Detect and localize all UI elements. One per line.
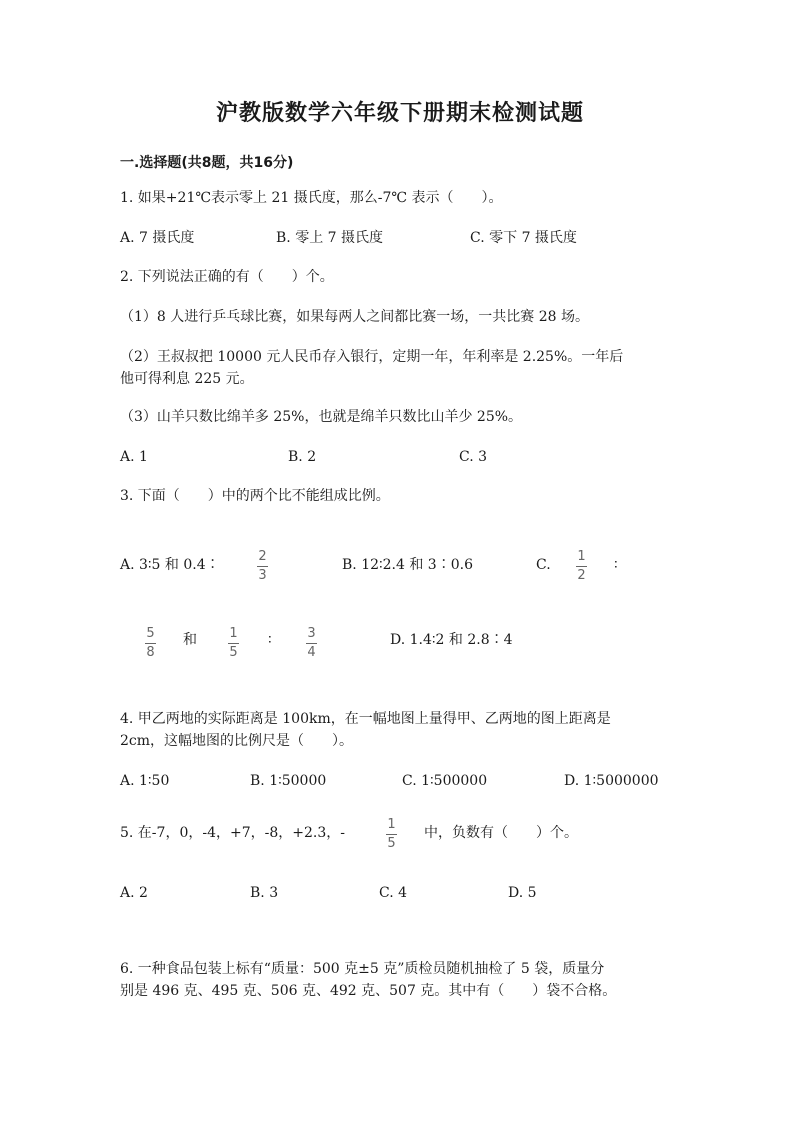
page-title: 沪教版数学六年级下册期末检测试题 [215,101,584,126]
question-2-statement-3: （3）山羊只数比绵羊多 25%，也就是绵羊只数比山羊少 25%。 [120,409,523,425]
fraction-denominator: 4 [307,645,316,660]
question-3-option-a-text: A. 3∶5 和 0.4∶ [120,557,220,573]
question-4-option-b: B. 1∶50000 [250,773,327,789]
fraction-bar [386,834,397,835]
question-4-stem-line-1: 4. 甲乙两地的实际距离是 100km，在一幅地图上量得甲、乙两地的图上距离是 [120,711,611,727]
question-1-option-c: C. 零下 7 摄氏度 [470,230,577,246]
question-2-option-c: C. 3 [459,449,488,465]
question-2-option-a: A. 1 [120,449,148,465]
question-2-statement-1: （1）8 人进行乒乓球比赛，如果每两人之间都比赛一场，一共比赛 28 场。 [120,309,589,325]
fraction-denominator: 5 [229,645,238,660]
question-3-option-c-label: C. [536,557,551,573]
question-5-stem-after: 中，负数有（ ）个。 [424,825,578,841]
question-4-stem-line-2: 2cm，这幅地图的比例尺是（ ）。 [120,733,354,749]
question-5-option-b: B. 3 [250,885,279,901]
fraction-bar [306,643,317,644]
fraction-bar [576,566,587,567]
fraction-bar [145,643,156,644]
question-5-stem-before: 5. 在-7，0，-4，+7，-8，+2.3，- [120,825,345,841]
question-1-stem: 1. 如果+21℃表示零上 21 摄氏度，那么-7℃ 表示（ ）。 [120,190,503,206]
question-2-stem: 2. 下列说法正确的有（ ）个。 [120,269,334,285]
question-6-stem-line-2: 别是 496 克、495 克、506 克、492 克、507 克。其中有（ ）袋不合格。 [120,983,617,999]
fraction-denominator: 2 [577,568,586,583]
section-heading: 一.选择题(共8题，共16分) [120,155,294,171]
question-3-option-b: B. 12∶2.4 和 3∶0.6 [342,557,473,573]
question-5-option-a: A. 2 [120,885,148,901]
question-1-option-b: B. 零上 7 摄氏度 [276,230,383,246]
question-3-option-a-fraction [257,549,268,584]
question-4-option-c: C. 1∶500000 [402,773,488,789]
fraction-numerator: 1 [387,817,396,832]
question-3-option-d: D. 1.4∶2 和 2.8∶4 [390,632,513,648]
fraction-numerator: 2 [258,549,267,564]
question-3-colon: ∶ [614,557,618,573]
fraction-bar [257,566,268,567]
fraction-denominator: 8 [146,645,155,660]
fraction-bar [228,643,239,644]
question-3-option-c-fraction-2 [145,626,156,661]
question-3-option-c-fraction-4 [306,626,317,661]
question-4-option-d: D. 1∶5000000 [564,773,659,789]
fraction-numerator: 1 [577,549,586,564]
question-1-option-a: A. 7 摄氏度 [120,230,195,246]
question-3-colon-2: ∶ [268,632,272,648]
question-2-statement-2-line-1: （2）王叔叔把 10000 元人民币存入银行，定期一年，年利率是 2.25%。一年后 [120,349,624,365]
question-2-statement-2-line-2: 他可得利息 225 元。 [120,371,254,387]
fraction-denominator: 5 [387,836,396,851]
fraction-numerator: 3 [307,626,316,641]
question-3-option-c-fraction-1 [576,549,587,584]
fraction-denominator: 3 [258,568,267,583]
question-4-option-a: A. 1∶50 [120,773,170,789]
question-2-option-b: B. 2 [288,449,317,465]
fraction-numerator: 1 [229,626,238,641]
question-3-option-c-fraction-3 [228,626,239,661]
question-5-option-c: C. 4 [379,885,408,901]
fraction-numerator: 5 [146,626,155,641]
question-6-stem-line-1: 6. 一种食品包装上标有“质量：500 克±5 克”质检员随机抽检了 5 袋，质量分 [120,961,605,977]
question-5-option-d: D. 5 [508,885,537,901]
question-3-stem: 3. 下面（ ）中的两个比不能组成比例。 [120,488,390,504]
question-5-fraction [386,817,397,852]
question-3-and: 和 [183,632,197,648]
